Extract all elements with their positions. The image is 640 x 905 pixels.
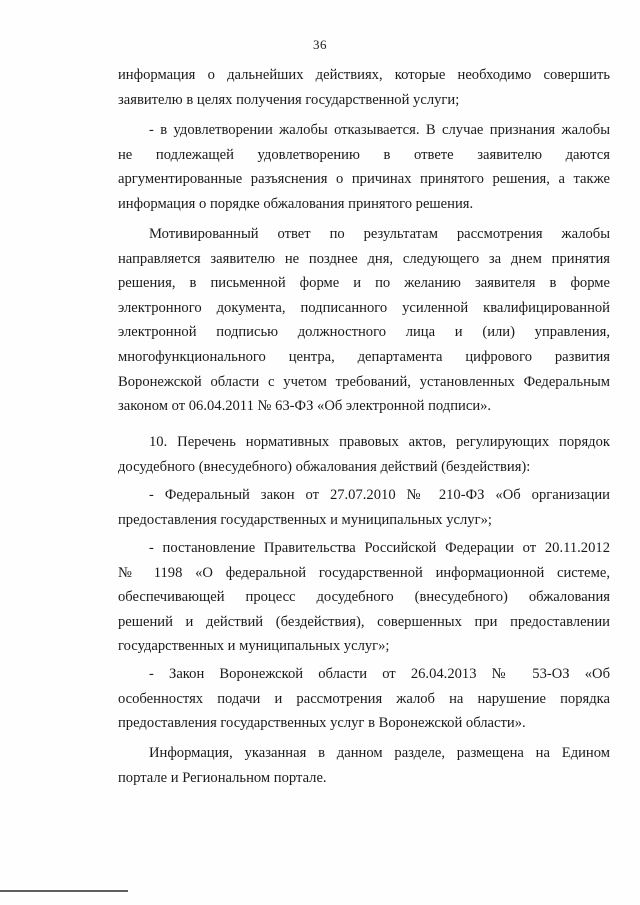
- text-line: 10. Перечень нормативных правовых актов, регулирующих порядок: [149, 434, 610, 450]
- text-line: электронной подписью должностного лица и (или) управления,: [118, 324, 610, 341]
- text-line: - Закон Воронежской области от 26.04.2013 № 53-ОЗ «Об: [149, 666, 610, 682]
- text-line: направляется заявителю не позднее дня, следующего за днем принятия: [118, 250, 610, 267]
- paragraph-4: [118, 430, 610, 479]
- text-line: Воронежской области с учетом требований, установленных Федеральным: [118, 373, 610, 390]
- text-line: решения, в письменной форме и по желанию заявителя в форме: [118, 275, 610, 292]
- text-line: досудебного (внесудебного) обжалования действий (бездействия):: [118, 458, 531, 475]
- text-line: заявителю в целях получения государственной услуги;: [118, 91, 460, 108]
- paragraph-6: [118, 536, 610, 659]
- page-bottom-rule: [0, 890, 128, 892]
- paragraph-3: [118, 222, 610, 419]
- text-line: - постановление Правительства Российской Федерации от 20.11.2012: [149, 540, 610, 556]
- paragraph-1: [118, 63, 610, 112]
- text-line: предоставления государственных и муниципальных услуг»;: [118, 511, 492, 528]
- text-line: не подлежащей удовлетворению в ответе заявителю даются: [118, 146, 610, 163]
- page-number: 36: [313, 37, 327, 52]
- text-line: обеспечивающей процесс досудебного (внесудебного) обжалования: [118, 589, 610, 606]
- text-line: Информация, указанная в данном разделе, размещена на Едином: [149, 745, 610, 761]
- text-line: Мотивированный ответ по результатам рассмотрения жалобы: [149, 226, 610, 242]
- paragraph-7: [118, 662, 610, 736]
- text-line: портале и Региональном портале.: [118, 769, 327, 786]
- text-line: государственных и муниципальных услуг»;: [118, 638, 390, 655]
- text-line: решений и действий (бездействия), совершенных при предоставлении: [118, 613, 610, 630]
- text-line: информация о порядке обжалования принятого решения.: [118, 195, 474, 212]
- paragraph-2: [118, 118, 610, 216]
- text-line: информация о дальнейших действиях, которые необходимо совершить: [118, 67, 610, 83]
- text-line: предоставления государственных услуг в Воронежской области».: [118, 715, 526, 732]
- text-line: многофункционального центра, департамента цифрового развития: [118, 348, 610, 365]
- text-line: особенностях подачи и рассмотрения жалоб на нарушение порядка: [118, 690, 610, 707]
- text-line: - в удовлетворении жалобы отказывается. В случае признания жалобы: [149, 122, 610, 138]
- text-line: аргументированные разъяснения о причинах принятого решения, а также: [118, 171, 610, 188]
- text-line: законом от 06.04.2011 № 63-ФЗ «Об электронной подписи».: [118, 398, 492, 415]
- text-line: - Федеральный закон от 27.07.2010 № 210-ФЗ «Об организации: [149, 487, 610, 503]
- paragraph-5: [118, 483, 610, 532]
- text-line: № 1198 «О федеральной государственной информационной системе,: [118, 564, 610, 581]
- paragraph-8: [118, 741, 610, 790]
- text-line: электронного документа, подписанного усиленной квалифицированной: [118, 299, 610, 316]
